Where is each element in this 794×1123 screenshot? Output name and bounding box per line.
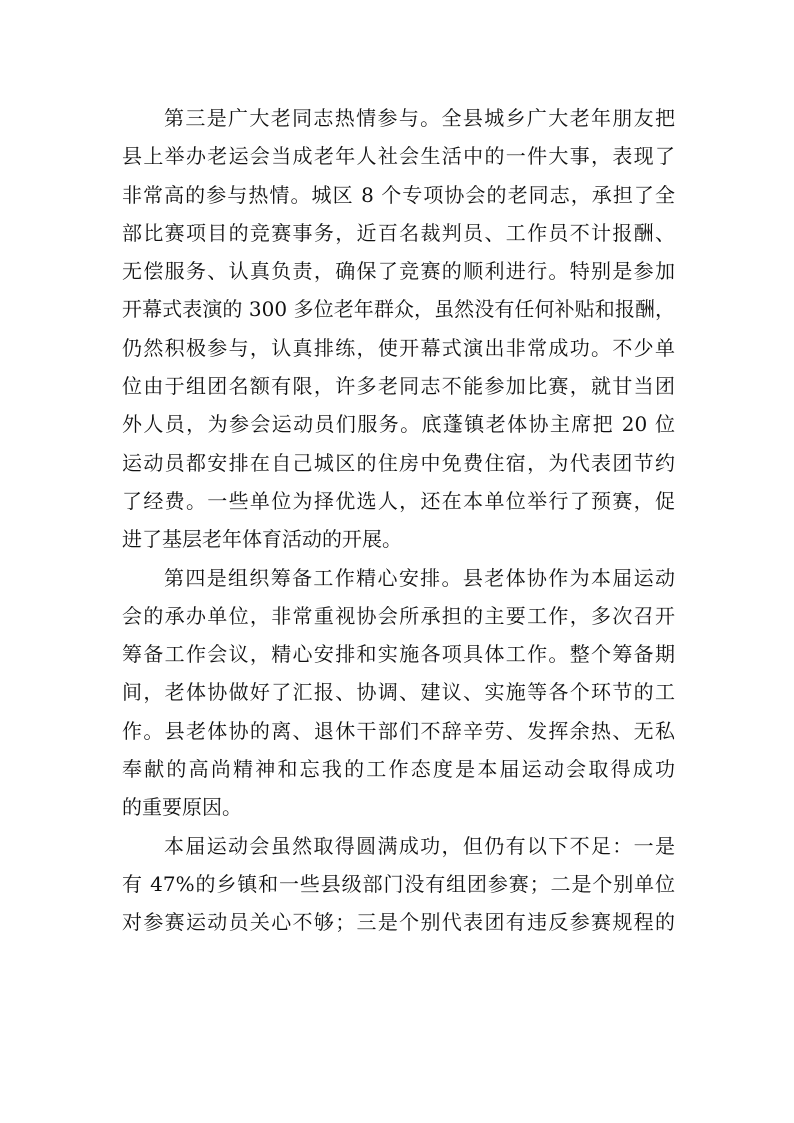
text-line: 会的承办单位，非常重视协会所承担的主要工作，多次召开 [122,603,675,628]
text-line: 进了基层老年体育活动的开展。 [122,527,402,552]
text-line: 对参赛运动员关心不够；三是个别代表团有违反参赛规程的 [122,910,675,935]
text-line: 运动员都安排在自己城区的住房中免费住宿，为代表团节约 [122,450,675,475]
text-line: 仍然积极参与，认真排练，使开幕式演出非常成功。不少单 [122,335,675,360]
text-line: 第四是组织筹备工作精心安排。县老体协作为本届运动 [164,565,675,590]
text-line: 有 47%的乡镇和一些县级部门没有组团参赛；二是个别单位 [122,871,675,896]
text-line: 开幕式表演的 300 多位老年群众，虽然没有任何补贴和报酬， [122,297,675,322]
text-line: 部比赛项目的竞赛事务，近百名裁判员、工作员不计报酬、 [122,220,675,245]
text-line: 本届运动会虽然取得圆满成功，但仍有以下不足：一是 [164,833,675,858]
text-line: 了经费。一些单位为择优选人，还在本单位举行了预赛，促 [122,488,675,513]
text-line: 奉献的高尚精神和忘我的工作态度是本届运动会取得成功 [122,757,675,782]
text-line: 非常高的参与热情。城区 8 个专项协会的老同志，承担了全 [122,182,675,207]
paragraph-shortcomings [122,827,675,942]
paragraph-third-point [122,99,675,559]
document-body [122,99,675,942]
text-line: 外人员，为参会运动员们服务。底蓬镇老体协主席把 20 位 [122,412,675,437]
text-line: 筹备工作会议，精心安排和实施各项具体工作。整个筹备期 [122,642,675,667]
text-line: 县上举办老运会当成老年人社会生活中的一件大事，表现了 [122,144,675,169]
text-line: 位由于组团名额有限，许多老同志不能参加比赛，就甘当团 [122,374,675,399]
text-line: 的重要原因。 [122,795,242,820]
paragraph-fourth-point [122,559,675,827]
text-line: 无偿服务、认真负责，确保了竞赛的顺利进行。特别是参加 [122,259,675,284]
text-line: 第三是广大老同志热情参与。全县城乡广大老年朋友把 [164,106,675,130]
text-line: 间，老体协做好了汇报、协调、建议、实施等各个环节的工 [122,680,675,705]
text-line: 作。县老体协的离、退休干部们不辞辛劳、发挥余热、无私 [122,718,675,743]
